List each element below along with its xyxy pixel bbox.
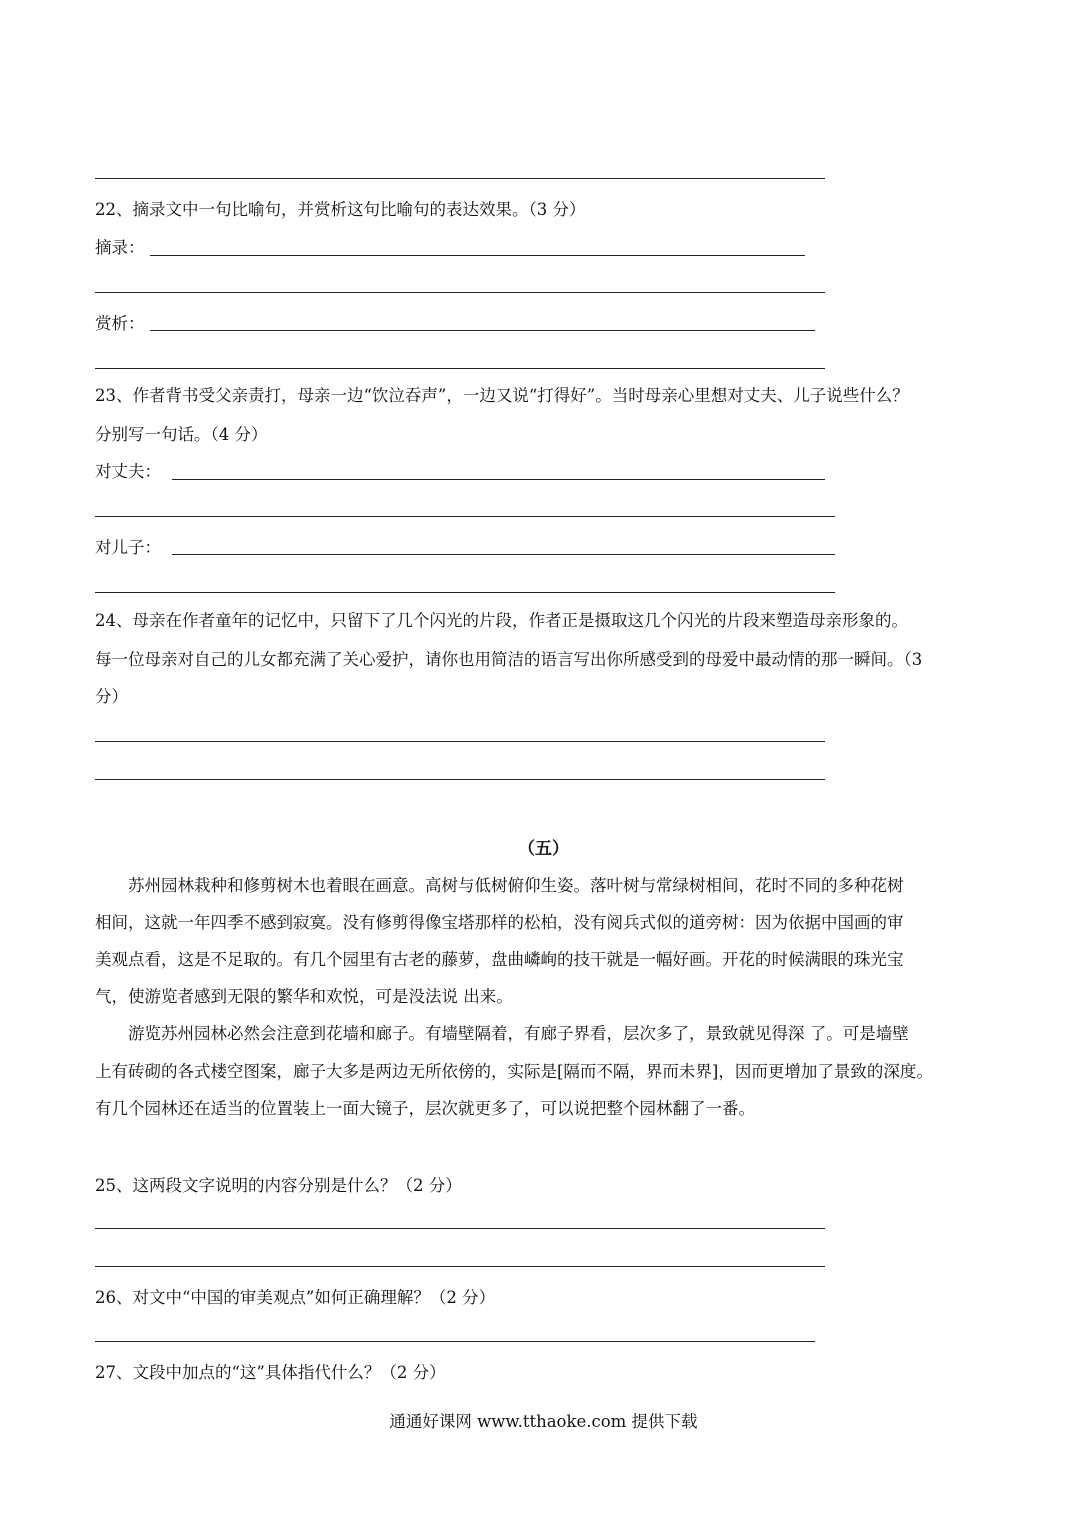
passage-para1-line4: 气，使游览者感到无限的繁华和欢悦，可是没法说 出来。 — [95, 987, 513, 1006]
passage-para2-line2: 上有砖砌的各式楼空图案，廊子大多是两边无所依傍的，实际是[隔而不隔，界而未界]，因而更增加了景致的深度。 — [95, 1062, 933, 1081]
question-24-line2: 每一位母亲对自己的儿女都充满了关心爱护，请你也用简洁的语言写出你所感受到的母爱中最动情的那一瞬间。（3 — [95, 650, 923, 669]
excerpt-label: 摘录： — [95, 238, 145, 257]
answer-line — [95, 178, 825, 179]
son-answer-line[interactable] — [172, 554, 835, 555]
answer-line[interactable] — [95, 1341, 815, 1342]
passage-para1-line3: 美观点看，这是不足取的。有几个园里有古老的藤萝，盘曲嶙峋的技干就是一幅好画。开花的时候满眼的珠光宝 — [95, 950, 904, 969]
passage-para1-line2: 相间，这就一年四季不感到寂寞。没有修剪得像宝塔那样的松柏，没有阅兵式似的道旁树：因为依据中国画的审 — [95, 913, 904, 932]
appreciate-label: 赏析： — [95, 314, 145, 333]
answer-line[interactable] — [95, 592, 835, 593]
question-26: 26、对文中“中国的审美观点”如何正确理解？（2 分） — [95, 1288, 496, 1307]
appreciate-answer-line[interactable] — [150, 330, 815, 331]
son-label: 对儿子： — [95, 538, 161, 557]
answer-line[interactable] — [95, 779, 825, 780]
question-23-line2: 分别写一句话。（4 分） — [95, 425, 268, 444]
question-22: 22、摘录文中一句比喻句，并赏析这句比喻句的表达效果。（3 分） — [95, 200, 586, 219]
question-24-line3: 分） — [95, 687, 128, 706]
answer-line[interactable] — [95, 516, 835, 517]
answer-line[interactable] — [95, 1266, 825, 1267]
question-27: 27、文段中加点的“这”具体指代什么？（2 分） — [95, 1363, 446, 1382]
husband-answer-line[interactable] — [172, 479, 825, 480]
question-25: 25、这两段文字说明的内容分别是什么？（2 分） — [95, 1176, 462, 1195]
answer-line[interactable] — [95, 741, 825, 742]
passage-para2-line1: 游览苏州园林必然会注意到花墙和廊子。有墙壁隔着，有廊子界看，层次多了，景致就见得深 了。可是墙壁 — [128, 1024, 909, 1043]
answer-line[interactable] — [95, 368, 825, 369]
footer-credit: 通通好课网 www.tthaoke.com 提供下载 — [389, 1412, 698, 1431]
section-title: （五） — [518, 839, 569, 859]
passage-para2-line3: 有几个园林还在适当的位置装上一面大镜子，层次就更多了，可以说把整个园林翻了一番。 — [95, 1099, 755, 1118]
question-24-line1: 24、母亲在作者童年的记忆中，只留下了几个闪光的片段，作者正是摄取这几个闪光的片段来塑造母亲形象的。 — [95, 611, 908, 630]
answer-line[interactable] — [95, 1228, 825, 1229]
passage-para1-line1: 苏州园林栽种和修剪树木也着眼在画意。高树与低树俯仰生姿。落叶树与常绿树相间，花时不同的多种花树 — [128, 876, 904, 895]
question-23-line1: 23、作者背书受父亲责打，母亲一边“饮泣吞声”，一边又说“打得好”。当时母亲心里想对丈夫、儿子说些什么？ — [95, 386, 909, 405]
answer-line[interactable] — [95, 292, 825, 293]
husband-label: 对丈夫： — [95, 462, 161, 481]
excerpt-answer-line[interactable] — [150, 255, 805, 256]
